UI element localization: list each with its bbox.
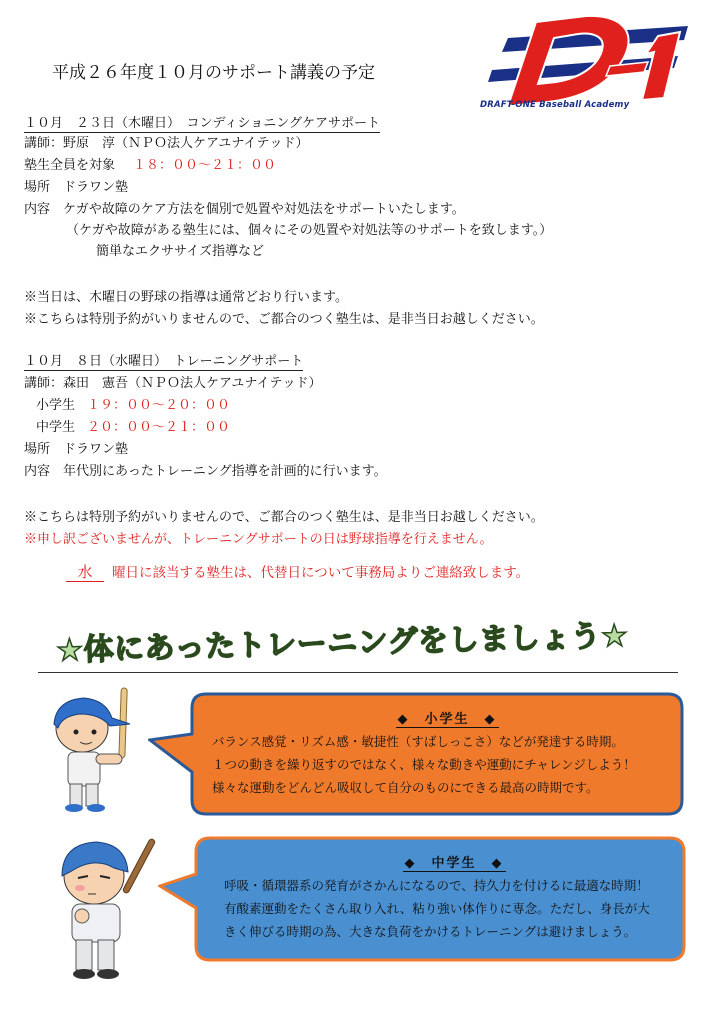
banner-title: ★体にあったトレーニングをしましょう★ xyxy=(55,618,629,669)
session2-note1: ※こちらは特別予約がいりませんので、ご都合のつく塾生は、是非当日お越しください。 xyxy=(24,510,544,525)
session1-place: 場所 ドラワン塾 xyxy=(24,180,129,195)
logo-tagline: DRAFT-ONE Baseball Academy xyxy=(480,100,630,110)
session2-jhs-label: 中学生 xyxy=(36,420,76,435)
session2-content: 内容 年代別にあったトレーニング指導を計画的に行います。 xyxy=(24,464,387,479)
session2-heading-text: １０月 ８日（水曜日） トレーニングサポート xyxy=(24,354,304,369)
session1-time: １８：００～２１：００ xyxy=(133,158,277,173)
session1-content2: （ケガや故障がある塾生には、個々にその処置や対処法等のサポートを致します。） xyxy=(66,223,553,238)
junior-high-heading-text: ◆ 中学生 ◆ xyxy=(404,856,504,871)
session1-target-label: 塾生全員を対象 xyxy=(24,158,116,173)
session2-elem-label: 小学生 xyxy=(36,398,76,413)
day-note: 曜日に該当する塾生は、代替日について事務局よりご連絡致します。 xyxy=(112,565,530,581)
elementary-line-2: １つの動きを繰り返すのではなく、様々な動きや運動にチャレンジしよう！ xyxy=(212,757,636,772)
batter-teen-illustration xyxy=(44,832,174,982)
day-fill: 水 xyxy=(66,563,104,582)
junior-high-heading xyxy=(224,854,684,874)
session2-lecturer: 講師：森田 憲吾（ＮＰＯ法人ケアユナイテッド） xyxy=(24,376,322,391)
session1-content3: 簡単なエクササイズ指導など xyxy=(96,244,264,259)
elementary-heading xyxy=(212,710,682,730)
elementary-text xyxy=(212,710,682,799)
junior-high-line-2: 有酸素運動をたくさん取り入れ、粘り強い体作りに専念。ただし、身長が大 xyxy=(224,901,650,916)
session2-jhs-time: ２０：００～２１：００ xyxy=(87,420,231,435)
session2-heading xyxy=(24,353,303,371)
session1-note1: ※当日は、木曜日の野球の指導は通常どおり行います。 xyxy=(24,290,348,305)
elementary-line-3: 様々な運動をどんどん吸収して自分のものにできる最高の時期です。 xyxy=(212,780,599,795)
session1-heading xyxy=(24,115,380,133)
session1-lecturer: 講師：野原 淳（ＮＰＯ法人ケアユナイテッド） xyxy=(24,136,309,151)
session2-elem-time: １９：００～２０：００ xyxy=(87,398,231,413)
session2-jhs-row xyxy=(36,419,230,437)
session2-elem-row xyxy=(36,397,230,415)
session1-target xyxy=(24,157,276,175)
session2-note2: ※申し訳ございませんが、トレーニングサポートの日は野球指導を行えません。 xyxy=(24,532,493,547)
batter-boy-illustration xyxy=(40,684,160,814)
session1-heading-text: １０月 ２３日（木曜日） コンディショニングケアサポート xyxy=(24,116,380,131)
junior-high-line-3: きく伸びる時期の為、大きな負荷をかけるトレーニングは避けましょう。 xyxy=(224,924,637,939)
junior-high-line-1: 呼吸・循環器系の発育がさかんになるので、持久力を付けるに最適な時期！ xyxy=(224,878,649,893)
elementary-heading-text: ◆ 小学生 ◆ xyxy=(397,712,497,727)
session1-content: 内容 ケガや故障のケア方法を個別で処置や対処法をサポートいたします。 xyxy=(24,202,465,217)
banner-divider xyxy=(38,672,678,673)
session2-place: 場所 ドラワン塾 xyxy=(24,442,129,457)
elementary-line-1: バランス感覚・リズム感・敏捷性（すばしっこさ）などが発達する時期。 xyxy=(212,734,624,749)
junior-high-text xyxy=(224,854,684,943)
session1-note2: ※こちらは特別予約がいりませんので、ご都合のつく塾生は、是非当日お越しください。 xyxy=(24,312,544,327)
session2-day-notice xyxy=(66,563,529,582)
page-title: 平成２６年度１０月のサポート講義の予定 xyxy=(52,63,375,83)
